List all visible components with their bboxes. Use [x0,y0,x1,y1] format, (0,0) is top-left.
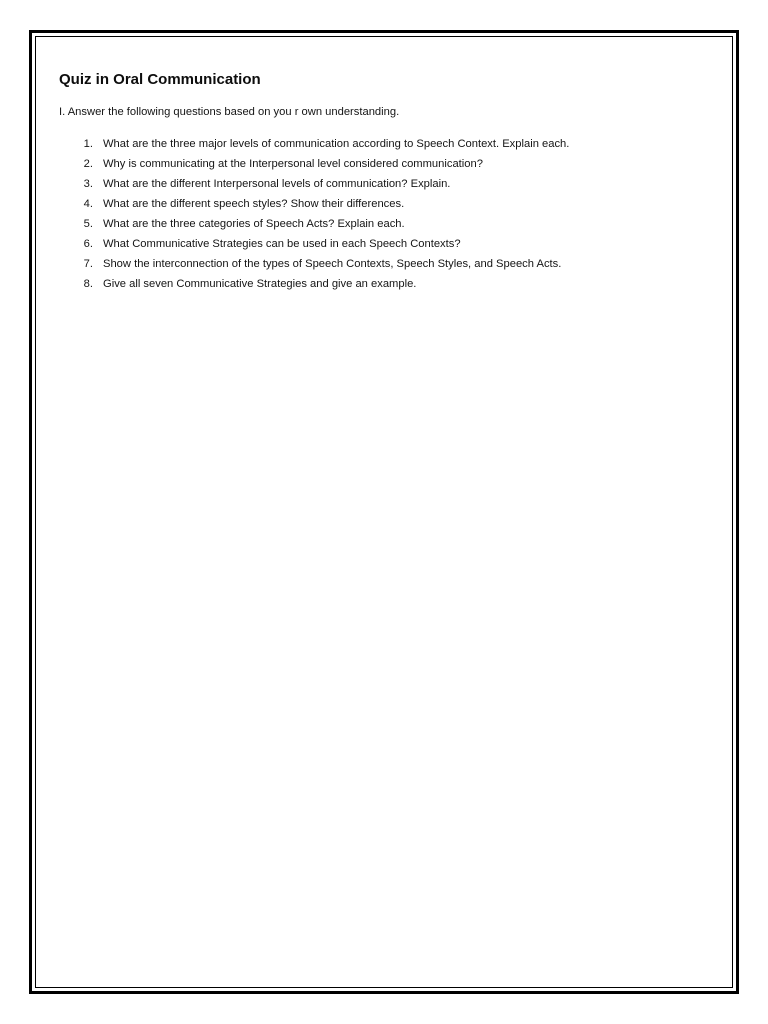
question-item [59,154,679,174]
question-item [59,274,679,294]
question-item [59,254,679,274]
question-text: What are the different speech styles? Show their differences. [103,198,405,210]
question-number: 8. [83,278,93,290]
question-number: 3. [83,178,93,190]
question-number: 4. [83,198,93,210]
question-text: What Communicative Strategies can be used in each Speech Contexts? [103,238,461,250]
question-number: 7. [83,258,93,270]
question-text: Why is communicating at the Interpersonal level considered communication? [103,158,483,170]
question-item [59,134,679,154]
question-number: 6. [83,238,93,250]
question-list [59,134,679,294]
question-text: What are the three categories of Speech Acts? Explain each. [103,218,405,230]
question-item [59,194,679,214]
question-text: What are the different Interpersonal levels of communication? Explain. [103,178,451,190]
question-number: 5. [83,218,93,230]
document-title: Quiz in Oral Communication [59,71,261,88]
question-text: What are the three major levels of communication according to Speech Context. Explain each. [103,138,570,150]
document-body [59,40,679,294]
question-text: Give all seven Communicative Strategies and give an example. [103,278,417,290]
question-item [59,174,679,194]
question-item [59,214,679,234]
instruction-text: I. Answer the following questions based on you r own understanding. [59,106,400,118]
question-item [59,234,679,254]
question-number: 2. [83,158,93,170]
question-number: 1. [83,138,93,150]
question-text: Show the interconnection of the types of Speech Contexts, Speech Styles, and Speech Acts. [103,258,562,270]
